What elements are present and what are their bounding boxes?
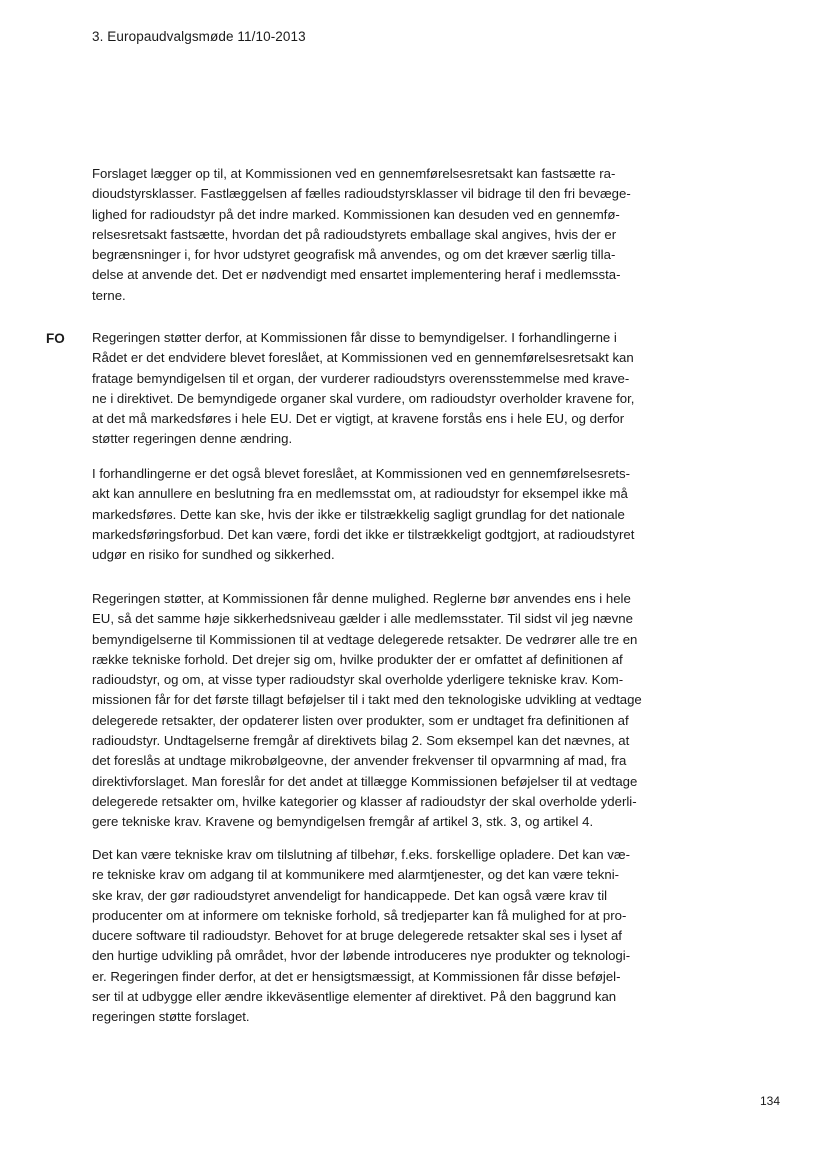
paragraph-5: Det kan være tekniske krav om tilslutning af tilbehør, f.eks. forskellige opladere. Det kan væ- re tekniske krav om adgang til at kommunikere med alarmtjenester, og det kan være tekni- ske krav, der gør radioudstyret anvendeligt for handicappede. Det kan også være krav til producenter om at informere om tekniske forhold, så tredjeparter kan få mulighed for at pro- ducere software til radioudstyr. Behovet for at bruge delegerede retsakter skal ses i lyset af den hurtige udvikling på området, hvor der løbende introduceres nye produkter og teknologi- er. Regeringen finder derfor, at det er hensigtsmæssigt, at Kommissionen får disse beføjel- ser til at udbygge eller ændre ikkeväsentlige elementer af direktivet. På den baggrund kan regeringen støtte forslaget. bbox=[92, 847, 631, 1025]
paragraph-1: Forslaget lægger op til, at Kommissionen ved en gennemførelsesretsakt kan fastsætte ra- dioudstyrsklasser. Fastlæggelsen af fælles radioudstyrsklasser vil bidrage til den fri bevæge- lighed for radioudstyr på det indre marked. Kommissionen kan desuden ved en gennemfø- relsesretsakt fastsætte, hvordan det på radioudstyrets emballage skal angives, hvis der er begrænsninger i, for hvor udstyret geografisk må anvendes, og om det kræver særlig tilla- delse at anvende det. Det er nødvendigt med ensartet implementering heraf i medlemssta- terne. bbox=[92, 166, 631, 303]
paragraph-4: Regeringen støtter, at Kommissionen får denne mulighed. Reglerne bør anvendes ens i hele EU, så det samme høje sikkerhedsniveau gælder i alle medlemsstater. Til sidst vil jeg nævne bemyndigelserne til Kommissionen til at vedtage delegerede retsakter. De vedrører alle tre en række tekniske forhold. Det drejer sig om, hvilke produkter der er omfattet af definitionen af radioudstyr, og om, at visse typer radioudstyr skal overholde yderligere tekniske krav. Kom- missionen får for det første tillagt beføjelser til i takt med den teknologiske udvikling at vedtage delegerede retsakter, der opdaterer listen over produkter, som er undtaget fra definitionen af radioudstyr. Undtagelserne fremgår af direktivets bilag 2. Som eksempel kan det nævnes, at det foreslås at undtage mikrobølgeovne, der anvender frekvenser til opvarmning af mad, fra direktivforslaget. Man foreslår for det andet at tillægge Kommissionen beføjelser til at vedtage delegerede retsakter om, hvilke kategorier og klasser af radioudstyr der skal overholde yderli- gere tekniske krav. Kravene og bemyndigelsen fremgår af artikel 3, stk. 3, og artikel 4. bbox=[92, 591, 642, 830]
page-number: 134 bbox=[760, 1094, 781, 1108]
paragraph-3: I forhandlingerne er det også blevet foreslået, at Kommissionen ved en gennemførelsesrets- akt kan annullere en beslutning fra en medlemsstat om, at radioudstyr for eksempel ikke må markedsføres. Dette kan ske, hvis der ikke er tilstrækkelig sagligt grundlag for det nationale markedsføringsforbud. Det kan være, fordi det ikke er tilstrækkeligt godtgjort, at radioudstyret udgør en risiko for sundhed og sikkerhed. bbox=[92, 466, 635, 563]
paragraph-2: Regeringen støtter derfor, at Kommissionen får disse to bemyndigelser. I forhandlingerne i Rådet er det endvidere blevet foreslået, at Kommissionen ved en gennemførelsesretsakt kan fratage bemyndigelsen til et organ, der vurderer radioudstyrs overensstemmelse med krave- ne i direktivet. De bemyndigede organer skal vurdere, om radioudstyr overholder kravene for, at det må markedsføres i hele EU. Det er vigtigt, at kravene forstås ens i hele EU, og derfor støtter regeringen denne ændring. bbox=[92, 330, 635, 447]
page-header: 3. Europaudvalgsmøde 11/10-2013 bbox=[92, 29, 306, 44]
speaker-label: FO bbox=[46, 331, 65, 346]
